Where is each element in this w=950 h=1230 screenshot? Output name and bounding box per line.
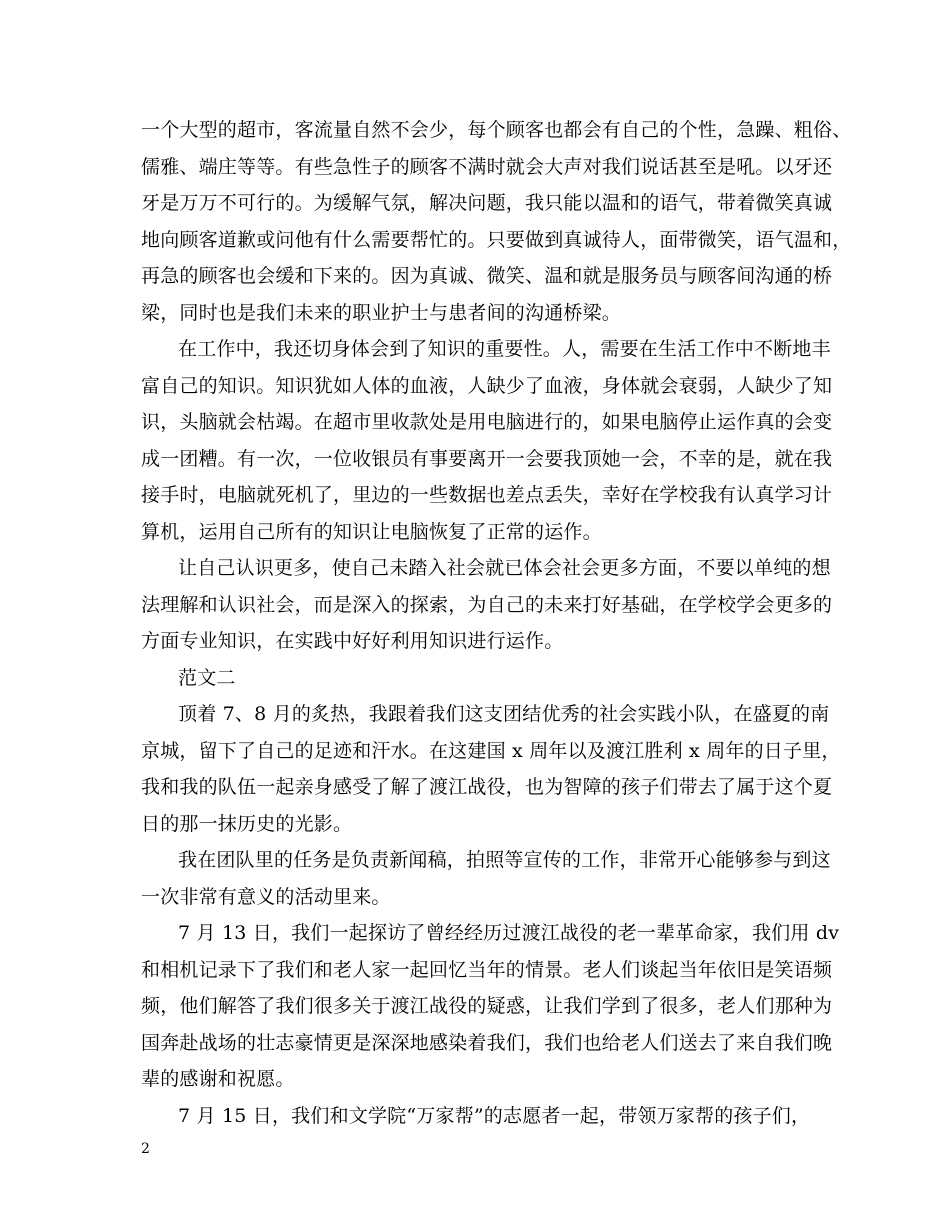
paragraph-first-line: 在工作中，我还切身体会到了知识的重要性。人，需要在生活工作中不断地丰: [178, 338, 831, 360]
text-line: 日的那一抹历史的光影。: [141, 813, 353, 835]
text-line: 地向顾客道歉或问他有什么需要帮忙的。只要做到真诚待人，面带微笑，语气温和，: [141, 229, 852, 251]
text-line: 接手时，电脑就死机了，里边的一些数据也差点丢失，幸好在学校我有认真学习计: [141, 484, 833, 506]
text-line: 富自己的知识。知识犹如人体的血液，人缺少了血液，身体就会衰弱，人缺少了知: [141, 375, 833, 397]
paragraph-first-line: 7 月 15 日，我们和文学院“万家帮”的志愿者一起，带领万家帮的孩子们，: [178, 1105, 811, 1127]
text-line: 京城，留下了自己的足迹和汗水。在这建国 x 周年以及渡江胜利 x 周年的日子里，: [141, 740, 841, 762]
text-line: 国奔赴战场的壮志豪情更是深深地感染着我们，我们也给老人们送去了来自我们晚: [141, 1032, 833, 1054]
text-line: 频，他们解答了我们很多关于渡江战役的疑惑，让我们学到了很多，老人们那种为: [141, 995, 833, 1017]
text-line: 我和我的队伍一起亲身感受了解了渡江战役，也为智障的孩子们带去了属于这个夏: [141, 776, 833, 798]
paragraph-first-line: 让自己认识更多，使自己未踏入社会就已体会社会更多方面，不要以单纯的想: [178, 557, 831, 579]
text-line: 法理解和认识社会，而是深入的探索，为自己的未来打好基础，在学校学会更多的: [141, 594, 833, 616]
paragraph-first-line: 我在团队里的任务是负责新闻稿，拍照等宣传的工作，非常开心能够参与到这: [178, 849, 831, 871]
text-line: 和相机记录下了我们和老人家一起回忆当年的情景。老人们谈起当年依旧是笑语频: [141, 959, 833, 981]
text-line: 一个大型的超市，客流量自然不会少，每个顾客也都会有自己的个性，急躁、粗俗、: [141, 119, 852, 141]
text-line: 算机，运用自己所有的知识让电脑恢复了正常的运作。: [141, 521, 602, 543]
text-line: 辈的感谢和祝愿。: [141, 1068, 295, 1090]
text-line: 梁，同时也是我们未来的职业护士与患者间的沟通桥梁。: [141, 302, 622, 324]
text-line: 方面专业知识，在实践中好好利用知识进行运作。: [141, 630, 564, 652]
text-line: 一次非常有意义的活动里来。: [141, 886, 391, 908]
text-line: 牙是万万不可行的。为缓解气氛，解决问题，我只能以温和的语气，带着微笑真诚: [141, 192, 833, 214]
text-line: 识，头脑就会枯竭。在超市里收款处是用电脑进行的，如果电脑停止运作真的会变: [141, 411, 833, 433]
paragraph-first-line: 顶着 7、8 月的炙热，我跟着我们这支团结优秀的社会实践小队，在盛夏的南: [178, 703, 830, 725]
section-heading: 范文二: [178, 667, 236, 689]
text-line: 再急的顾客也会缓和下来的。因为真诚、微笑、温和就是服务员与顾客间沟通的桥: [141, 265, 833, 287]
paragraph-first-line: 7 月 13 日，我们一起探访了曾经经历过渡江战役的老一辈革命家，我们用 dv: [178, 922, 840, 944]
page-number: 2: [141, 1141, 150, 1157]
text-line: 儒雅、端庄等等。有些急性子的顾客不满时就会大声对我们说话甚至是吼。以牙还: [141, 156, 833, 178]
text-line: 成一团糟。有一次，一位收银员有事要离开一会要我顶她一会，不幸的是，就在我: [141, 448, 833, 470]
